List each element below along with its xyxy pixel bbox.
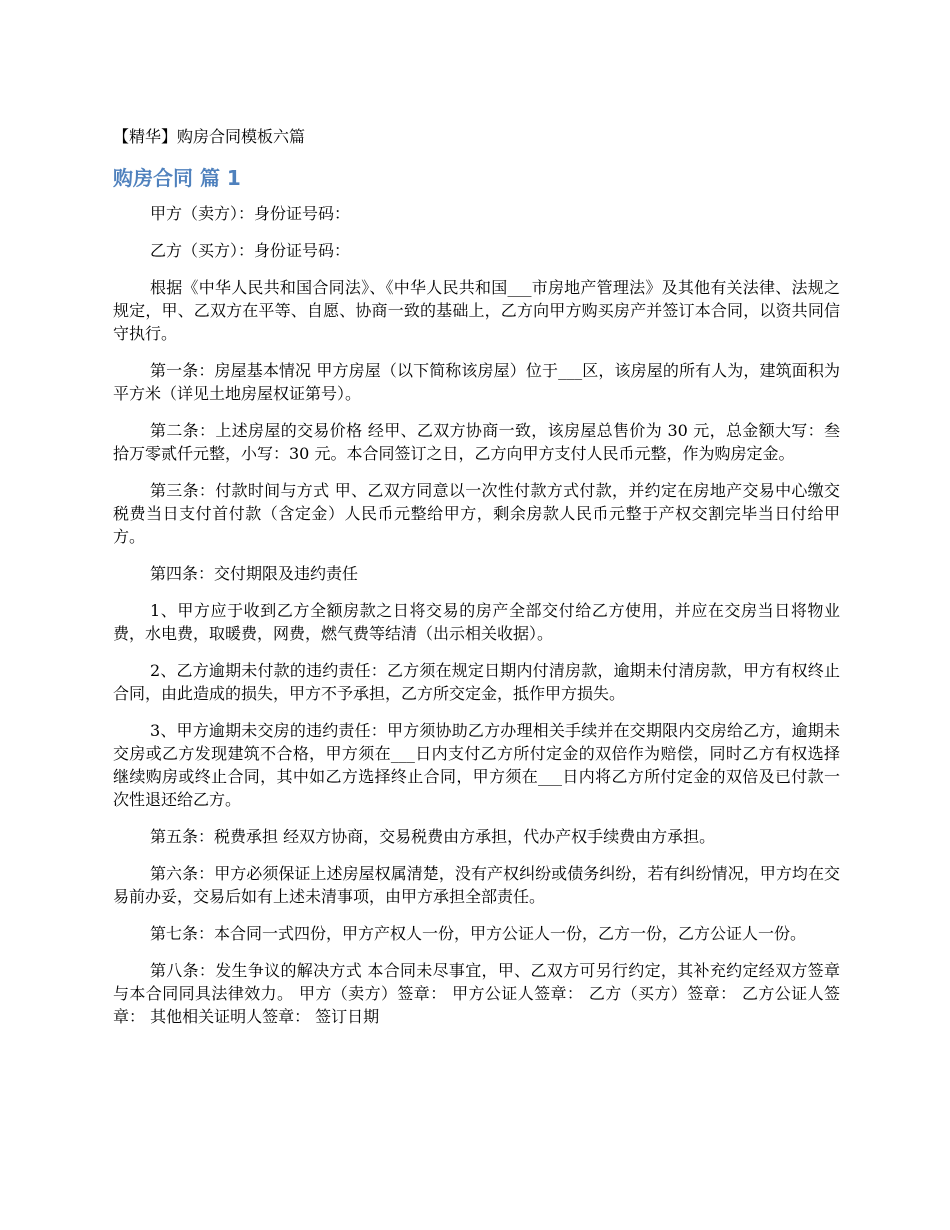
article-1-paragraph: 第一条：房屋基本情况 甲方房屋（以下简称该房屋）位于___区，该房屋的所有人为，建筑面积为平方米（详见土地房屋权证第号）。 <box>113 361 840 403</box>
section-heading: 购房合同 篇 1 <box>113 166 241 190</box>
article-3-paragraph: 第三条：付款时间与方式 甲、乙双方同意以一次性付款方式付款，并约定在房地产交易中心缴交税费当日支付首付款（含定金）人民币元整给甲方，剩余房款人民币元整于产权交割完毕当日付给甲方。 <box>113 481 840 546</box>
article-5-paragraph: 第五条：税费承担 经双方协商，交易税费由方承担，代办产权手续费由方承担。 <box>150 827 716 846</box>
article-4-item-2: 2、乙方逾期未付款的违约责任：乙方须在规定日期内付清房款，逾期未付清房款，甲方有权终止合同，由此造成的损失，甲方不予承担，乙方所交定金，抵作甲方损失。 <box>113 661 840 703</box>
article-7-paragraph: 第七条：本合同一式四份，甲方产权人一份，甲方公证人一份，乙方一份，乙方公证人一份。 <box>150 924 807 943</box>
party-b-line: 乙方（买方）：身份证号码： <box>150 241 351 260</box>
article-4-item-1: 1、甲方应于收到乙方全额房款之日将交易的房产全部交付给乙方使用，并应在交房当日将物业费，水电费，取暖费，网费，燃气费等结清（出示相关收据）。 <box>113 601 840 643</box>
article-4-heading: 第四条：交付期限及违约责任 <box>150 564 359 583</box>
article-6-paragraph: 第六条：甲方必须保证上述房屋权属清楚，没有产权纠纷或债务纠纷，若有纠纷情况，甲方均在交易前办妥，交易后如有上述未清事项，由甲方承担全部责任。 <box>113 864 840 906</box>
article-8-paragraph: 第八条：发生争议的解决方式 本合同未尽事宜，甲、乙双方可另行约定，其补充约定经双方签章与本合同同具法律效力。 甲方（卖方）签章： 甲方公证人签章： 乙方（买方）签章： 乙方公证人签章： 其他相关证明人签章： 签订日期 <box>113 961 840 1026</box>
document-body <box>113 202 840 1042</box>
party-a-line: 甲方（卖方）：身份证号码： <box>150 204 351 223</box>
document-title: 【精华】购房合同模板六篇 <box>113 127 306 146</box>
preamble-paragraph: 根据《中华人民共和国合同法》、《中华人民共和国___市房地产管理法》及其他有关法律、法规之规定，甲、乙双方在平等、自愿、协商一致的基础上，乙方向甲方购买房产并签订本合同，以资共同信守执行。 <box>113 278 840 343</box>
article-2-paragraph: 第二条：上述房屋的交易价格 经甲、乙双方协商一致，该房屋总售价为 30 元，总金额大写：叁拾万零贰仟元整，小写：30 元。本合同签订之日，乙方向甲方支付人民币元整，作为购房定金。 <box>113 421 840 463</box>
article-4-item-3: 3、甲方逾期未交房的违约责任：甲方须协助乙方办理相关手续并在交期限内交房给乙方，逾期未交房或乙方发现建筑不合格，甲方须在___日内支付乙方所付定金的双倍作为赔偿，同时乙方有权选择继续购房或终止合同，其中如乙方选择终止合同，甲方须在___日内将乙方所付定金的双倍及已付款一次性退还给乙方。 <box>113 721 840 809</box>
